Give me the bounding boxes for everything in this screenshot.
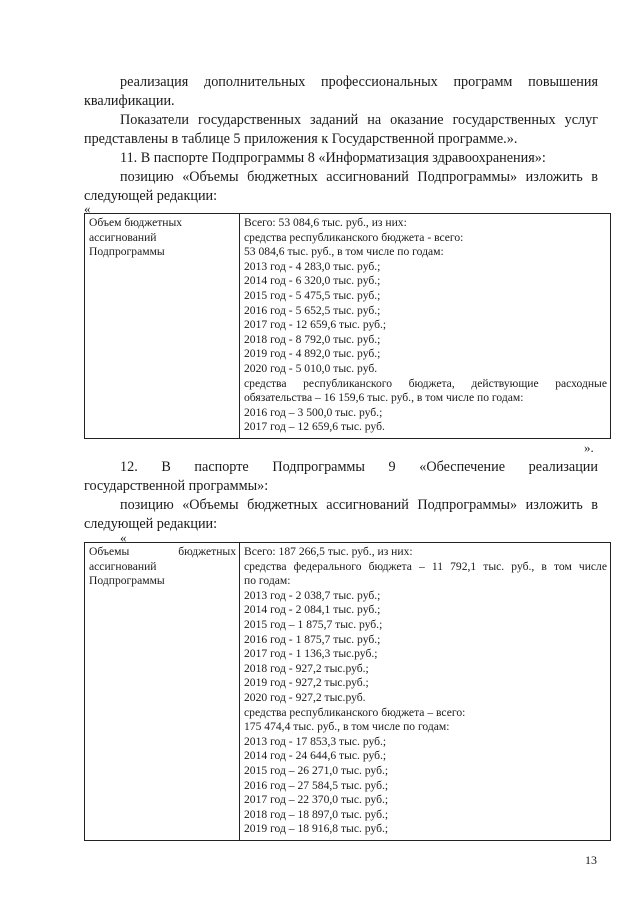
paragraph-qualification: реализация дополнительных профессиональных программ повышения: [120, 74, 598, 90]
paragraph-state-tasks-end: представлены в таблице 5 приложения к Государственной программе.».: [84, 131, 518, 147]
paragraph-position-1: позицию «Объемы бюджетных ассигнований Подпрограммы» изложить в: [120, 169, 598, 185]
close-quote: ».: [584, 440, 594, 455]
table-label-cell: Объемы бюджетных ассигнований Подпрограммы: [85, 543, 240, 841]
paragraph-qualification-end: квалификации.: [84, 93, 175, 109]
table-value-cell: Всего: 53 084,6 тыс. руб., из них: средства республиканского бюджета - всего: 53 084,6 тыс. руб., в том числе по годам: 2013 год - 4 283,0 тыс. руб.; 2014 год - 6 320,0 тыс. руб.; 2015 год - 5 475,5 тыс. руб.; 2016 год - 5 652,5 тыс. руб.; 2017 год - 12 659,6 тыс. руб.; 2018 год - 8 792,0 тыс. руб.; 2019 год - 4 892,0 тыс. руб.; 2020 год - 5 010,0 тыс. руб. средства республиканского бюджета, действующие расходные обязательства – 16 159,6 тыс. руб., в том числе по годам: 2016 год – 3 500,0 тыс. руб.; 2017 год – 12 659,6 тыс. руб.: [240, 214, 611, 439]
paragraph-position-1-end: следующей редакции:: [84, 188, 218, 204]
paragraph-position-2-end: следующей редакции:: [84, 516, 218, 532]
page-number: 13: [585, 853, 597, 867]
budget-table-subprogram-8: [84, 213, 611, 439]
open-quote: «: [84, 201, 91, 216]
paragraph-item-12-end: государственной программы»:: [84, 478, 269, 494]
paragraph-position-2: позицию «Объемы бюджетных ассигнований Подпрограммы» изложить в: [120, 497, 598, 513]
paragraph-item-11: 11. В паспорте Подпрограммы 8 «Информатизация здравоохранения»:: [120, 150, 546, 166]
paragraph-state-tasks: Показатели государственных заданий на оказание государственных услуг: [120, 112, 598, 128]
paragraph-item-12: 12. В паспорте Подпрограммы 9 «Обеспечение реализации: [120, 459, 598, 475]
open-quote-2: «: [120, 530, 127, 545]
budget-table-subprogram-9: [84, 542, 611, 841]
table-label-cell: Объем бюджетных ассигнований Подпрограммы: [85, 214, 240, 439]
table-value-cell: Всего: 187 266,5 тыс. руб., из них: средства федерального бюджета – 11 792,1 тыс. руб., в том числе по годам: 2013 год - 2 038,7 тыс. руб.; 2014 год - 2 084,1 тыс. руб.; 2015 год – 1 875,7 тыс. руб.; 2016 год - 1 875,7 тыс. руб.; 2017 год - 1 136,3 тыс.руб.; 2018 год - 927,2 тыс.руб.; 2019 год - 927,2 тыс.руб.; 2020 год - 927,2 тыс.руб. средства республиканского бюджета – всего: 175 474,4 тыс. руб., в том числе по годам: 2013 год - 17 853,3 тыс. руб.; 2014 год - 24 644,6 тыс. руб.; 2015 год – 26 271,0 тыс. руб.; 2016 год – 27 584,5 тыс. руб.; 2017 год – 22 370,0 тыс. руб.; 2018 год – 18 897,0 тыс. руб.; 2019 год – 18 916,8 тыс. руб.;: [240, 543, 611, 841]
